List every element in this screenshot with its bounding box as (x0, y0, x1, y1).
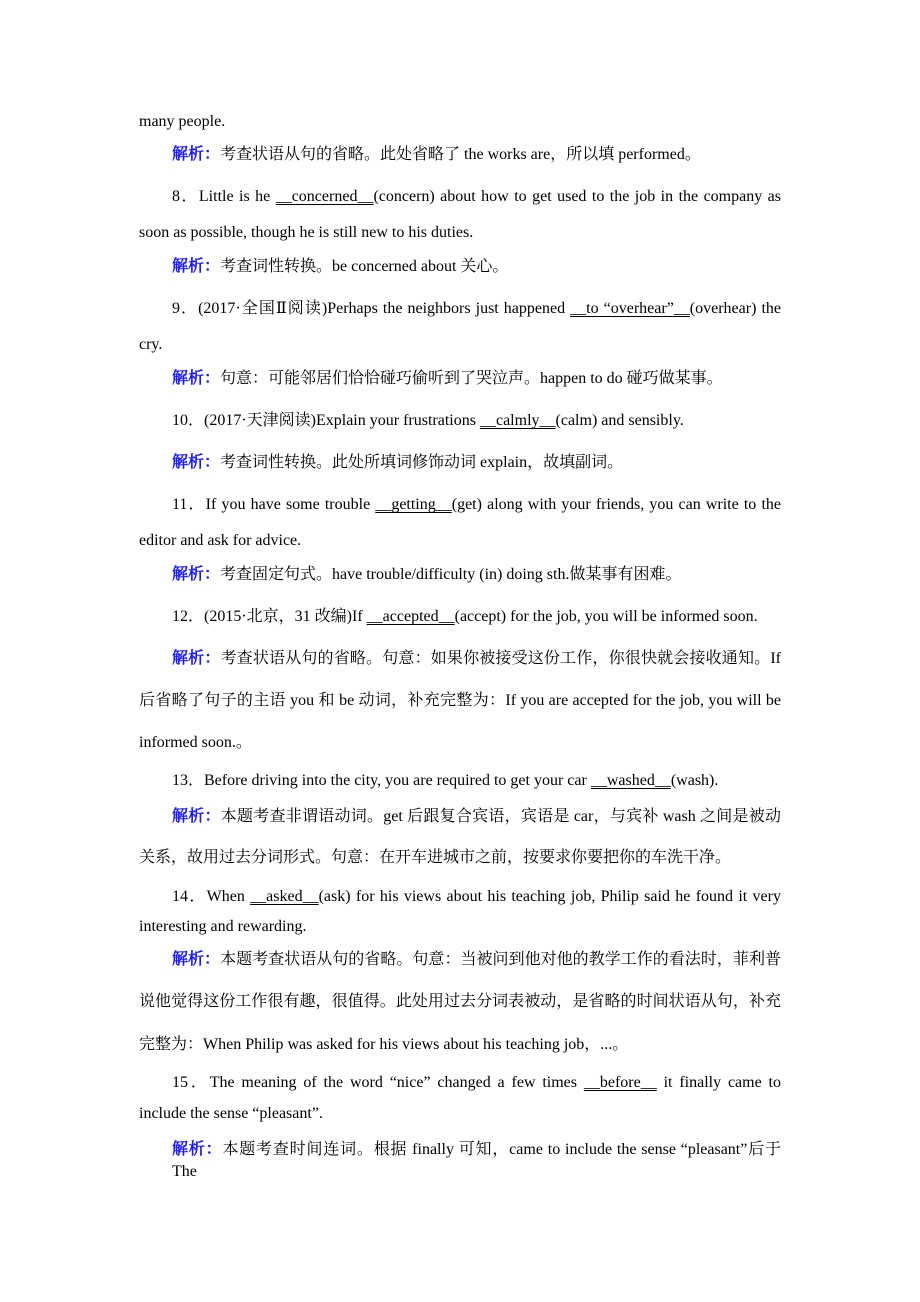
line-text: include the sense “pleasant”. (139, 1105, 323, 1122)
explanation-line (172, 806, 781, 828)
line-text: 本题考查非谓语动词。get 后跟复合宾语，宾语是 car，与宾补 wash 之间是被动 (220, 808, 781, 825)
line-text: 11．If you have some trouble (172, 496, 376, 513)
explanation-label: 解析： (172, 951, 221, 968)
text-line (139, 690, 781, 712)
text-line (172, 186, 781, 208)
line-text: 考查状语从句的省略。此处省略了 the works are，所以填 performed。 (220, 146, 701, 163)
text-line (172, 410, 781, 432)
line-text: 15．The meaning of the word “nice” changed a few times (172, 1074, 584, 1091)
text-line (139, 334, 781, 356)
explanation-label: 解析： (172, 808, 221, 825)
text-line (139, 916, 781, 938)
text-line (172, 606, 781, 628)
line-text-after: (accept) for the job, you will be informed soon. (454, 608, 758, 625)
line-text: 关系，故用过去分词形式。句意：在开车进城市之前，按要求你要把你的车洗干净。 (139, 849, 732, 866)
text-line (139, 1103, 781, 1125)
explanation-label: 解析： (172, 454, 221, 471)
explanation-label: 解析： (172, 566, 221, 583)
explanation-line (172, 1139, 781, 1180)
line-text: interesting and rewarding. (139, 918, 307, 935)
text-line (139, 732, 781, 754)
line-text: 说他觉得这份工作很有趣，很值得。此处用过去分词表被动，是省略的时间状语从句，补充 (139, 993, 781, 1010)
explanation-line (172, 256, 781, 278)
answer-blank: __washed__ (590, 772, 671, 789)
explanation-label: 解析： (172, 146, 221, 163)
line-text: 本题考查时间连词。根据 finally 可知，came to include the sense “pleasant”后于 The (172, 1141, 781, 1180)
text-line (139, 991, 781, 1013)
text-line (139, 1034, 781, 1056)
line-text-after: (calm) and sensibly. (555, 412, 684, 429)
line-text: 考查词性转换。be concerned about 关心。 (220, 258, 509, 275)
line-text-after: (concern) about how to get used to the job in the company as (373, 188, 781, 205)
line-text: cry. (139, 336, 163, 353)
text-line (172, 1072, 781, 1094)
line-text: 考查固定句式。have trouble/difficulty (in) doing sth.做某事有困难。 (220, 566, 682, 583)
explanation-label: 解析： (172, 370, 221, 387)
text-line (172, 494, 781, 516)
text-line (139, 847, 781, 869)
line-text: 9．(2017·全国Ⅱ阅读)Perhaps the neighbors just happened (172, 300, 571, 317)
text-line (139, 111, 781, 133)
explanation-label: 解析： (172, 650, 221, 667)
line-text-after: (wash). (670, 772, 719, 789)
line-text: many people. (139, 113, 226, 130)
line-text: editor and ask for advice. (139, 532, 302, 549)
line-text-after: (ask) for his views about his teaching job, Philip said he found it very (318, 888, 781, 905)
line-text: 考查状语从句的省略。句意：如果你被接受这份工作，你很快就会接收通知。If (220, 650, 781, 667)
line-text: 句意：可能邻居们恰恰碰巧偷听到了哭泣声。happen to do 碰巧做某事。 (220, 370, 723, 387)
line-text-after: (overhear) the (689, 300, 782, 317)
line-text: informed soon.。 (139, 734, 252, 751)
line-text: 12．(2015·北京，31 改编)If (172, 608, 367, 625)
answer-blank: __concerned__ (275, 188, 374, 205)
answer-blank: __getting__ (375, 496, 452, 513)
text-line (139, 530, 781, 552)
explanation-label: 解析： (172, 258, 221, 275)
text-line (172, 886, 781, 908)
explanation-line (172, 144, 781, 166)
line-text: soon as possible, though he is still new to his duties. (139, 224, 474, 241)
explanation-line (172, 949, 781, 971)
line-text-after: it finally came to (656, 1074, 781, 1091)
text-line (139, 222, 781, 244)
answer-blank: __before__ (583, 1074, 657, 1091)
line-text: 考查词性转换。此处所填词修饰动词 explain，故填副词。 (220, 454, 624, 471)
answer-blank: __to “overhear”__ (570, 300, 690, 317)
explanation-line (172, 368, 781, 390)
answer-blank: __accepted__ (366, 608, 455, 625)
line-text: 14．When (172, 888, 251, 905)
explanation-line (172, 648, 781, 670)
answer-blank: __calmly__ (479, 412, 556, 429)
line-text-after: (get) along with your friends, you can write to the (451, 496, 781, 513)
line-text: 10．(2017·天津阅读)Explain your frustrations (172, 412, 480, 429)
line-text: 8．Little is he (172, 188, 276, 205)
explanation-line (172, 452, 781, 474)
line-text: 后省略了句子的主语 you 和 be 动词，补充完整为：If you are accepted for the job, you will be (139, 692, 781, 709)
line-text: 13．Before driving into the city, you are required to get your car (172, 772, 591, 789)
explanation-label: 解析： (172, 1141, 223, 1158)
line-text: 完整为：When Philip was asked for his views about his teaching job，...。 (139, 1036, 629, 1053)
text-line (172, 770, 781, 792)
line-text: 本题考查状语从句的省略。句意：当被问到他对他的教学工作的看法时，菲利普 (220, 951, 781, 968)
explanation-line (172, 564, 781, 586)
text-line (172, 298, 781, 320)
answer-blank: __asked__ (250, 888, 319, 905)
